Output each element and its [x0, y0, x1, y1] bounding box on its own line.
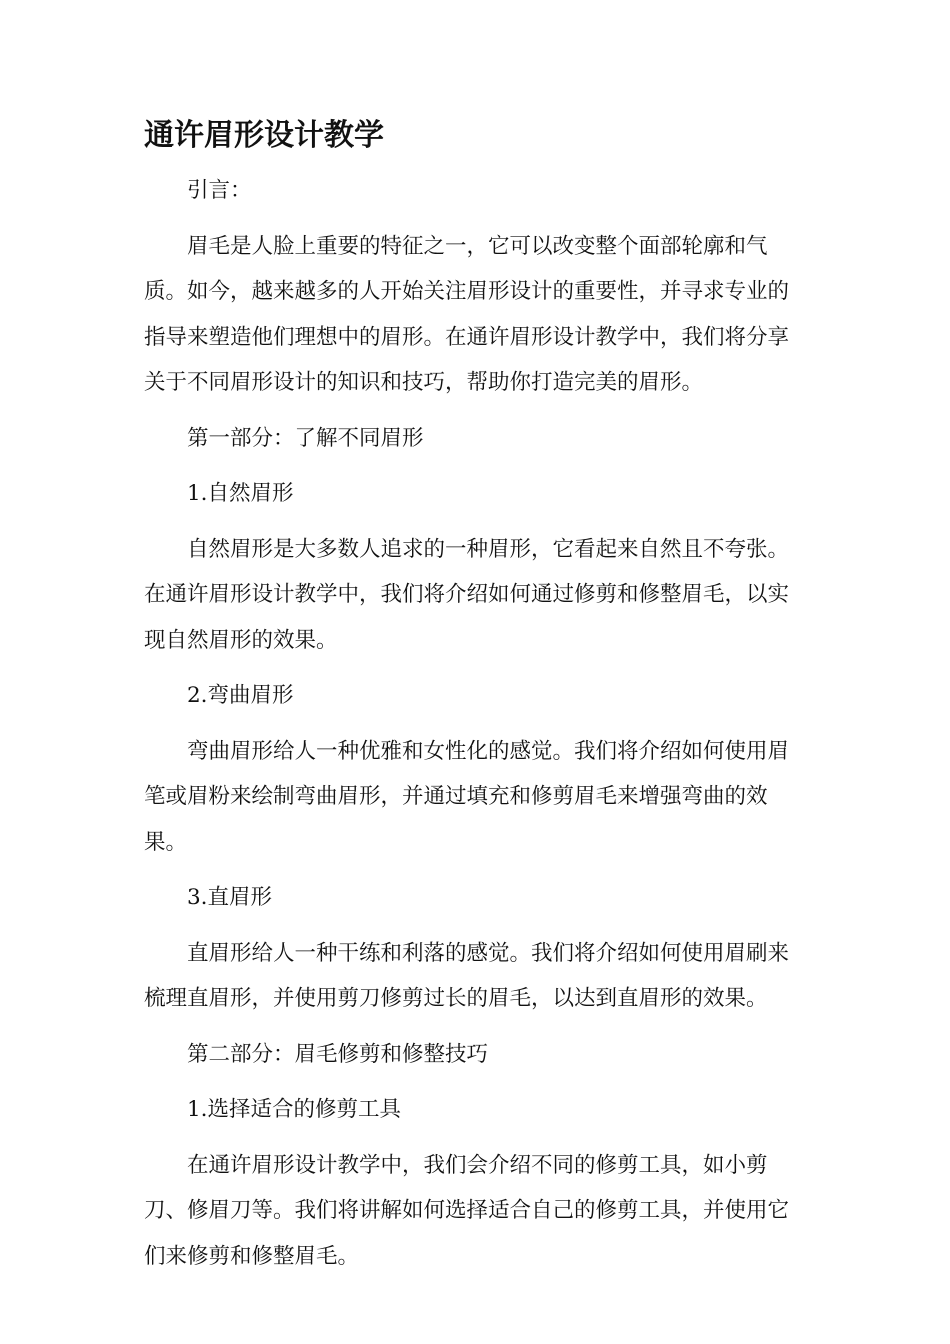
- document-body: [144, 168, 809, 1289]
- subheading-natural-brow: 1.自然眉形: [187, 481, 294, 506]
- subheading-straight-brow: 3.直眉形: [187, 885, 273, 910]
- section-heading-part-two: 第二部分：眉毛修剪和修整技巧: [187, 1041, 489, 1067]
- subheading-curved-brow: 2.弯曲眉形: [187, 683, 294, 708]
- paragraph-trim-tools: 在通许眉形设计教学中，我们会介绍不同的修剪工具，如小剪刀、修眉刀等。我们将讲解如何选择适合自己的修剪工具，并使用它们来修剪和修整眉毛。: [144, 1152, 790, 1269]
- paragraph-natural-brow: 自然眉形是大多数人追求的一种眉形，它看起来自然且不夸张。在通许眉形设计教学中，我们将介绍如何通过修剪和修整眉毛，以实现自然眉形的效果。: [144, 536, 790, 653]
- paragraph-curved-brow: 弯曲眉形给人一种优雅和女性化的感觉。我们将介绍如何使用眉笔或眉粉来绘制弯曲眉形，并通过填充和修剪眉毛来增强弯曲的效果。: [144, 738, 790, 855]
- paragraph-straight-brow: 直眉形给人一种干练和利落的感觉。我们将介绍如何使用眉刷来梳理直眉形，并使用剪刀修剪过长的眉毛，以达到直眉形的效果。: [144, 940, 790, 1011]
- subheading-trim-tools: 1.选择适合的修剪工具: [187, 1097, 402, 1122]
- document-title: 通许眉形设计教学: [144, 118, 384, 153]
- section-heading-intro: 引言：: [187, 178, 252, 203]
- paragraph-intro: 眉毛是人脸上重要的特征之一，它可以改变整个面部轮廓和气质。如今，越来越多的人开始关注眉形设计的重要性，并寻求专业的指导来塑造他们理想中的眉形。在通许眉形设计教学中，我们将分享关于不同眉形设计的知识和技巧，帮助你打造完美的眉形。: [144, 233, 790, 395]
- section-heading-part-one: 第一部分：了解不同眉形: [187, 425, 424, 451]
